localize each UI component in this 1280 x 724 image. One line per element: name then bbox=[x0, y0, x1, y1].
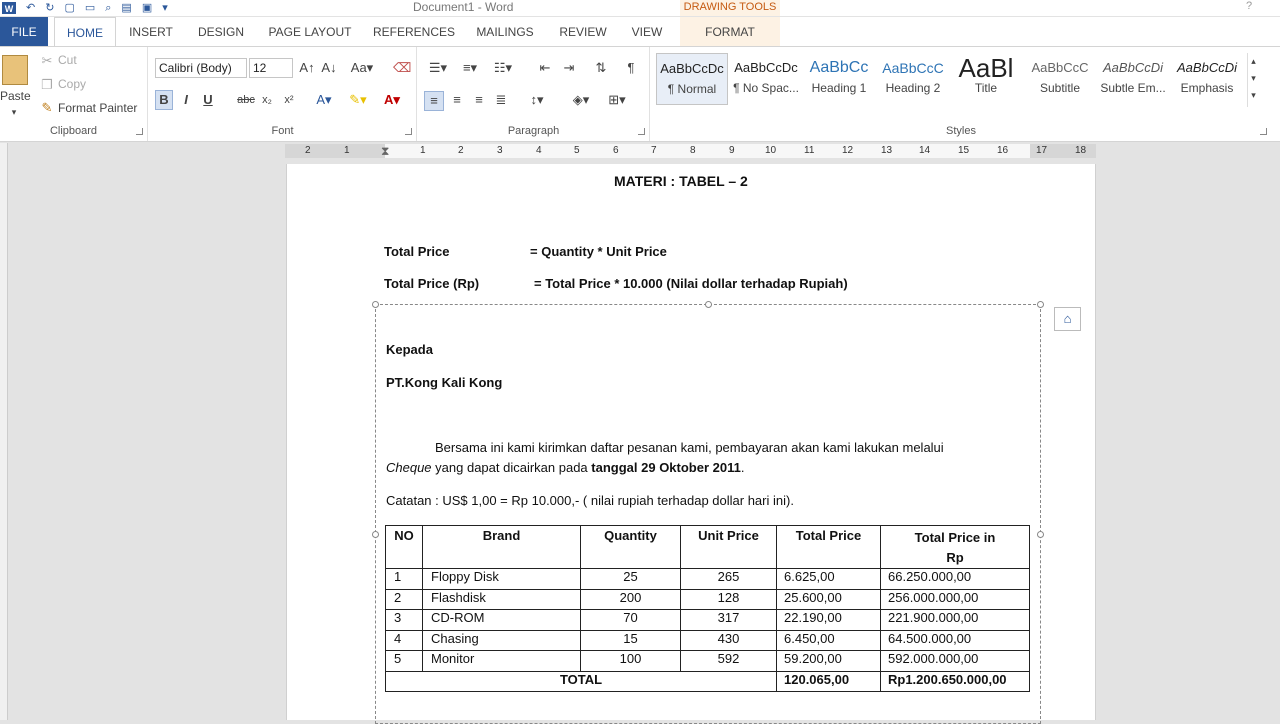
ruler-mark: 6 bbox=[613, 145, 619, 156]
table-row bbox=[386, 569, 1030, 590]
save-icon[interactable]: ▣ bbox=[141, 2, 153, 14]
paste-button[interactable]: Paste bbox=[0, 89, 31, 103]
style-sample: AaBbCcDi bbox=[1103, 60, 1163, 75]
highlight-icon[interactable]: ✎▾ bbox=[349, 92, 367, 107]
window-title: Document1 - Word bbox=[413, 0, 514, 14]
table-header-row bbox=[386, 526, 1030, 569]
style-label: Heading 1 bbox=[811, 81, 867, 95]
style-emphasis[interactable] bbox=[1171, 53, 1243, 105]
align-left-icon[interactable]: ≡ bbox=[424, 91, 444, 111]
cell-total-price-rp: 221.900.000,00 bbox=[881, 610, 1030, 631]
font-group bbox=[149, 47, 417, 141]
ruler-mark: 18 bbox=[1075, 145, 1087, 156]
paragraph-launcher-icon[interactable] bbox=[638, 128, 645, 135]
change-case-icon[interactable]: Aa▾ bbox=[350, 60, 374, 75]
cell-total-price: 25.600,00 bbox=[777, 589, 881, 610]
body-line-2-mid: yang dapat dicairkan pada bbox=[431, 460, 592, 475]
line-spacing-icon[interactable]: ↕▾ bbox=[530, 92, 544, 107]
cell-unit-price: 265 bbox=[681, 569, 777, 590]
layout-options-icon[interactable]: ⌂ bbox=[1054, 307, 1081, 331]
style-heading-2[interactable] bbox=[877, 53, 949, 105]
underline-button[interactable]: U bbox=[203, 92, 213, 107]
justify-icon[interactable]: ≣ bbox=[495, 92, 507, 107]
document-heading: MATERI : TABEL – 2 bbox=[614, 173, 748, 189]
cell-quantity: 25 bbox=[581, 569, 681, 590]
ruler-mark: 9 bbox=[729, 145, 735, 156]
bullets-icon[interactable]: ☰▾ bbox=[428, 60, 448, 75]
style-subtle-emphasis[interactable] bbox=[1097, 53, 1169, 105]
total-label: TOTAL bbox=[386, 671, 777, 692]
styles-group bbox=[651, 47, 1271, 141]
format-painter-icon: ✎ bbox=[41, 100, 53, 115]
ruler-mark: 1 bbox=[420, 145, 426, 156]
style-label: Subtle Em... bbox=[1100, 81, 1166, 95]
superscript-button[interactable]: x² bbox=[284, 94, 294, 106]
print-icon[interactable]: ▤ bbox=[121, 2, 132, 14]
company-name: PT.Kong Kali Kong bbox=[386, 375, 503, 390]
tab-insert[interactable]: INSERT bbox=[129, 25, 173, 39]
cut-icon: ✂ bbox=[41, 53, 53, 68]
ruler-mark: 15 bbox=[958, 145, 970, 156]
tab-review[interactable]: REVIEW bbox=[559, 25, 607, 39]
cell-total-price: 22.190,00 bbox=[777, 610, 881, 631]
ribbon bbox=[0, 46, 1280, 142]
title-bar bbox=[0, 0, 1280, 16]
clipboard-group-label: Clipboard bbox=[49, 125, 98, 137]
cell-total-price-rp: 256.000.000,00 bbox=[881, 589, 1030, 610]
payment-date: tanggal 29 Oktober 2011 bbox=[591, 460, 741, 475]
ruler-mark: 14 bbox=[919, 145, 931, 156]
cell-unit-price: 592 bbox=[681, 651, 777, 672]
format-painter-button[interactable]: Format Painter bbox=[58, 101, 138, 115]
vertical-ruler bbox=[0, 143, 8, 720]
cell-no: 3 bbox=[386, 610, 423, 631]
strikethrough-button[interactable]: abc bbox=[237, 94, 255, 106]
cell-no: 1 bbox=[386, 569, 423, 590]
ruler-mark: 11 bbox=[804, 145, 815, 156]
cell-total-price: 59.200,00 bbox=[777, 651, 881, 672]
font-color-icon[interactable]: A▾ bbox=[384, 92, 400, 107]
ruler-mark: 8 bbox=[690, 145, 696, 156]
borders-icon[interactable]: ⊞▾ bbox=[608, 92, 626, 107]
tab-page-layout[interactable]: PAGE LAYOUT bbox=[268, 25, 352, 39]
tab-design[interactable]: DESIGN bbox=[197, 25, 244, 39]
horizontal-ruler bbox=[285, 144, 1096, 158]
formula-2-expression: = Total Price * 10.000 (Nilai dollar terhadap Rupiah) bbox=[534, 276, 848, 291]
style-sample: AaBbCcC bbox=[1031, 60, 1089, 75]
styles-scroll-icon[interactable]: ▴ ▾ ▾ bbox=[1247, 53, 1259, 107]
header-total-price-rp bbox=[881, 526, 1030, 569]
sort-icon[interactable]: ⇅ bbox=[595, 60, 607, 75]
ruler-mark: 17 bbox=[1036, 145, 1048, 156]
ruler-mark: 13 bbox=[881, 145, 893, 156]
style-label: Heading 2 bbox=[885, 81, 941, 95]
new-document-icon[interactable]: ▢ bbox=[64, 2, 75, 14]
paste-icon[interactable] bbox=[2, 55, 28, 85]
cell-quantity: 100 bbox=[581, 651, 681, 672]
style-sample: AaBl bbox=[958, 53, 1014, 81]
header-total-price-rp-line2: Rp bbox=[946, 550, 964, 565]
body-line-2 bbox=[386, 460, 744, 475]
ruler-mark: 2 bbox=[305, 145, 311, 156]
style-sample: AaBbCcDi bbox=[1177, 60, 1237, 75]
cell-unit-price: 128 bbox=[681, 589, 777, 610]
cut-button[interactable]: Cut bbox=[58, 53, 77, 67]
customize-qat-icon[interactable]: ▾ bbox=[162, 2, 168, 14]
style-sample: AaBbCcDc bbox=[660, 61, 724, 76]
formula-1-expression: = Quantity * Unit Price bbox=[530, 244, 667, 259]
ruler-mark: 1 bbox=[344, 145, 350, 156]
paragraph-group-label: Paragraph bbox=[507, 125, 560, 137]
ruler-mark: 7 bbox=[651, 145, 657, 156]
salutation-kepada: Kepada bbox=[386, 342, 433, 357]
align-right-icon[interactable]: ≡ bbox=[475, 92, 483, 107]
style-no-spacing[interactable] bbox=[730, 53, 802, 105]
styles-launcher-icon[interactable] bbox=[1260, 128, 1267, 135]
ruler-margin-left bbox=[285, 144, 385, 158]
print-preview-icon[interactable]: ⌕ bbox=[105, 2, 112, 14]
tab-home[interactable]: HOME bbox=[54, 17, 116, 47]
style-title[interactable] bbox=[950, 53, 1022, 105]
copy-icon: ❐ bbox=[41, 77, 53, 92]
cell-quantity: 70 bbox=[581, 610, 681, 631]
cell-brand: Flashdisk bbox=[423, 589, 581, 610]
cell-quantity: 15 bbox=[581, 630, 681, 651]
cell-no: 5 bbox=[386, 651, 423, 672]
ruler-indent-marker[interactable]: ⧗ bbox=[381, 144, 390, 158]
multilevel-list-icon[interactable]: ☷▾ bbox=[493, 60, 513, 75]
header-quantity: Quantity bbox=[581, 526, 681, 569]
table-total-row bbox=[386, 671, 1030, 692]
clipboard-launcher-icon[interactable] bbox=[136, 128, 143, 135]
style-label: Emphasis bbox=[1180, 81, 1234, 95]
font-name-box[interactable]: Calibri (Body) bbox=[155, 58, 247, 78]
word-app-icon: W bbox=[2, 2, 16, 14]
cheque-word: Cheque bbox=[386, 460, 432, 475]
font-size-box[interactable]: 12 bbox=[249, 58, 293, 78]
quick-access-toolbar bbox=[0, 0, 168, 16]
resize-handle[interactable] bbox=[1037, 531, 1044, 538]
header-brand: Brand bbox=[423, 526, 581, 569]
undo-icon[interactable]: ↶ bbox=[26, 2, 36, 14]
cell-no: 4 bbox=[386, 630, 423, 651]
cell-brand: CD-ROM bbox=[423, 610, 581, 631]
increase-indent-icon[interactable]: ⇥ bbox=[563, 60, 575, 75]
body-line-1: Bersama ini kami kirimkan daftar pesanan kami, pembayaran akan kami lakukan melalui bbox=[435, 440, 944, 455]
decrease-indent-icon[interactable]: ⇤ bbox=[539, 60, 551, 75]
numbering-icon[interactable]: ≡▾ bbox=[462, 60, 478, 75]
resize-handle[interactable] bbox=[372, 301, 379, 308]
font-launcher-icon[interactable] bbox=[405, 128, 412, 135]
header-total-price-rp-line1: Total Price in bbox=[914, 530, 996, 545]
cell-total-price-rp: 66.250.000,00 bbox=[881, 569, 1030, 590]
total-price-sum: 120.065,00 bbox=[777, 671, 881, 692]
bold-button[interactable]: B bbox=[155, 90, 173, 110]
style-heading-1[interactable] bbox=[803, 53, 875, 105]
ruler-mark: 4 bbox=[536, 145, 542, 156]
drawing-tools-label: DRAWING TOOLS bbox=[680, 0, 780, 16]
help-button[interactable]: ? bbox=[1246, 0, 1253, 12]
ruler-mark: 12 bbox=[842, 145, 854, 156]
header-unit-price: Unit Price bbox=[681, 526, 777, 569]
formula-2-label: Total Price (Rp) bbox=[384, 276, 480, 291]
resize-handle[interactable] bbox=[1037, 301, 1044, 308]
table-row bbox=[386, 630, 1030, 651]
cell-no: 2 bbox=[386, 589, 423, 610]
ruler-mark: 2 bbox=[458, 145, 464, 156]
table-row bbox=[386, 651, 1030, 672]
resize-handle[interactable] bbox=[705, 301, 712, 308]
catatan-note: Catatan : US$ 1,00 = Rp 10.000,- ( nilai rupiah terhadap dollar hari ini). bbox=[386, 493, 794, 508]
body-line-2-end: . bbox=[740, 460, 745, 475]
table-row bbox=[386, 589, 1030, 610]
ruler-mark: 16 bbox=[997, 145, 1009, 156]
tab-format[interactable]: FORMAT bbox=[680, 17, 780, 47]
show-formatting-icon[interactable]: ¶ bbox=[627, 60, 635, 75]
style-sample: AaBbCcDc bbox=[734, 60, 798, 75]
ribbon-tabs bbox=[0, 17, 1280, 47]
style-sample: AaBbCcC bbox=[882, 60, 944, 76]
cell-total-price-rp: 592.000.000,00 bbox=[881, 651, 1030, 672]
paste-dropdown-icon[interactable]: ▾ bbox=[11, 107, 17, 117]
shading-icon[interactable]: ◈▾ bbox=[572, 92, 590, 107]
cell-brand: Monitor bbox=[423, 651, 581, 672]
grow-font-icon[interactable]: A↑ bbox=[299, 60, 315, 75]
styles-group-label: Styles bbox=[946, 125, 976, 137]
cell-brand: Floppy Disk bbox=[423, 569, 581, 590]
cell-total-price: 6.625,00 bbox=[777, 569, 881, 590]
cell-unit-price: 430 bbox=[681, 630, 777, 651]
ruler-mark: 5 bbox=[574, 145, 580, 156]
header-total-price: Total Price bbox=[777, 526, 881, 569]
style-sample: AaBbCc bbox=[809, 59, 869, 76]
paragraph-group bbox=[418, 47, 650, 141]
total-price-rp-sum: Rp1.200.650.000,00 bbox=[881, 671, 1030, 692]
redo-icon[interactable]: ↻ bbox=[45, 2, 55, 14]
style-label: ¶ No Spac... bbox=[733, 81, 799, 95]
resize-handle[interactable] bbox=[372, 531, 379, 538]
text-effects-icon[interactable]: A▾ bbox=[316, 92, 332, 107]
header-no: NO bbox=[386, 526, 423, 569]
font-group-label: Font bbox=[271, 125, 294, 137]
cell-total-price: 6.450,00 bbox=[777, 630, 881, 651]
style-normal[interactable] bbox=[656, 53, 728, 105]
style-label: Subtitle bbox=[1039, 81, 1081, 95]
italic-button[interactable]: I bbox=[184, 92, 188, 107]
style-subtitle[interactable] bbox=[1024, 53, 1096, 105]
tab-file[interactable]: FILE bbox=[0, 17, 48, 47]
subscript-button[interactable]: x₂ bbox=[262, 94, 272, 106]
cell-total-price-rp: 64.500.000,00 bbox=[881, 630, 1030, 651]
cell-quantity: 200 bbox=[581, 589, 681, 610]
cell-brand: Chasing bbox=[423, 630, 581, 651]
ruler-mark: 3 bbox=[497, 145, 503, 156]
open-icon[interactable]: ▭ bbox=[84, 2, 96, 14]
order-table[interactable] bbox=[385, 525, 1030, 692]
shrink-font-icon[interactable]: A↓ bbox=[321, 60, 337, 75]
formula-1-label: Total Price bbox=[384, 244, 450, 259]
align-center-icon[interactable]: ≡ bbox=[453, 92, 461, 107]
cell-unit-price: 317 bbox=[681, 610, 777, 631]
table-row bbox=[386, 610, 1030, 631]
style-label: Title bbox=[974, 81, 998, 95]
tab-view[interactable]: VIEW bbox=[631, 25, 663, 39]
copy-button[interactable]: Copy bbox=[58, 77, 87, 91]
clear-formatting-icon[interactable]: ⌫ bbox=[393, 60, 412, 75]
tab-references[interactable]: REFERENCES bbox=[372, 25, 455, 39]
clipboard-group bbox=[0, 47, 148, 141]
ruler-mark: 10 bbox=[765, 145, 777, 156]
tab-mailings[interactable]: MAILINGS bbox=[476, 25, 534, 39]
style-label: ¶ Normal bbox=[667, 82, 717, 96]
